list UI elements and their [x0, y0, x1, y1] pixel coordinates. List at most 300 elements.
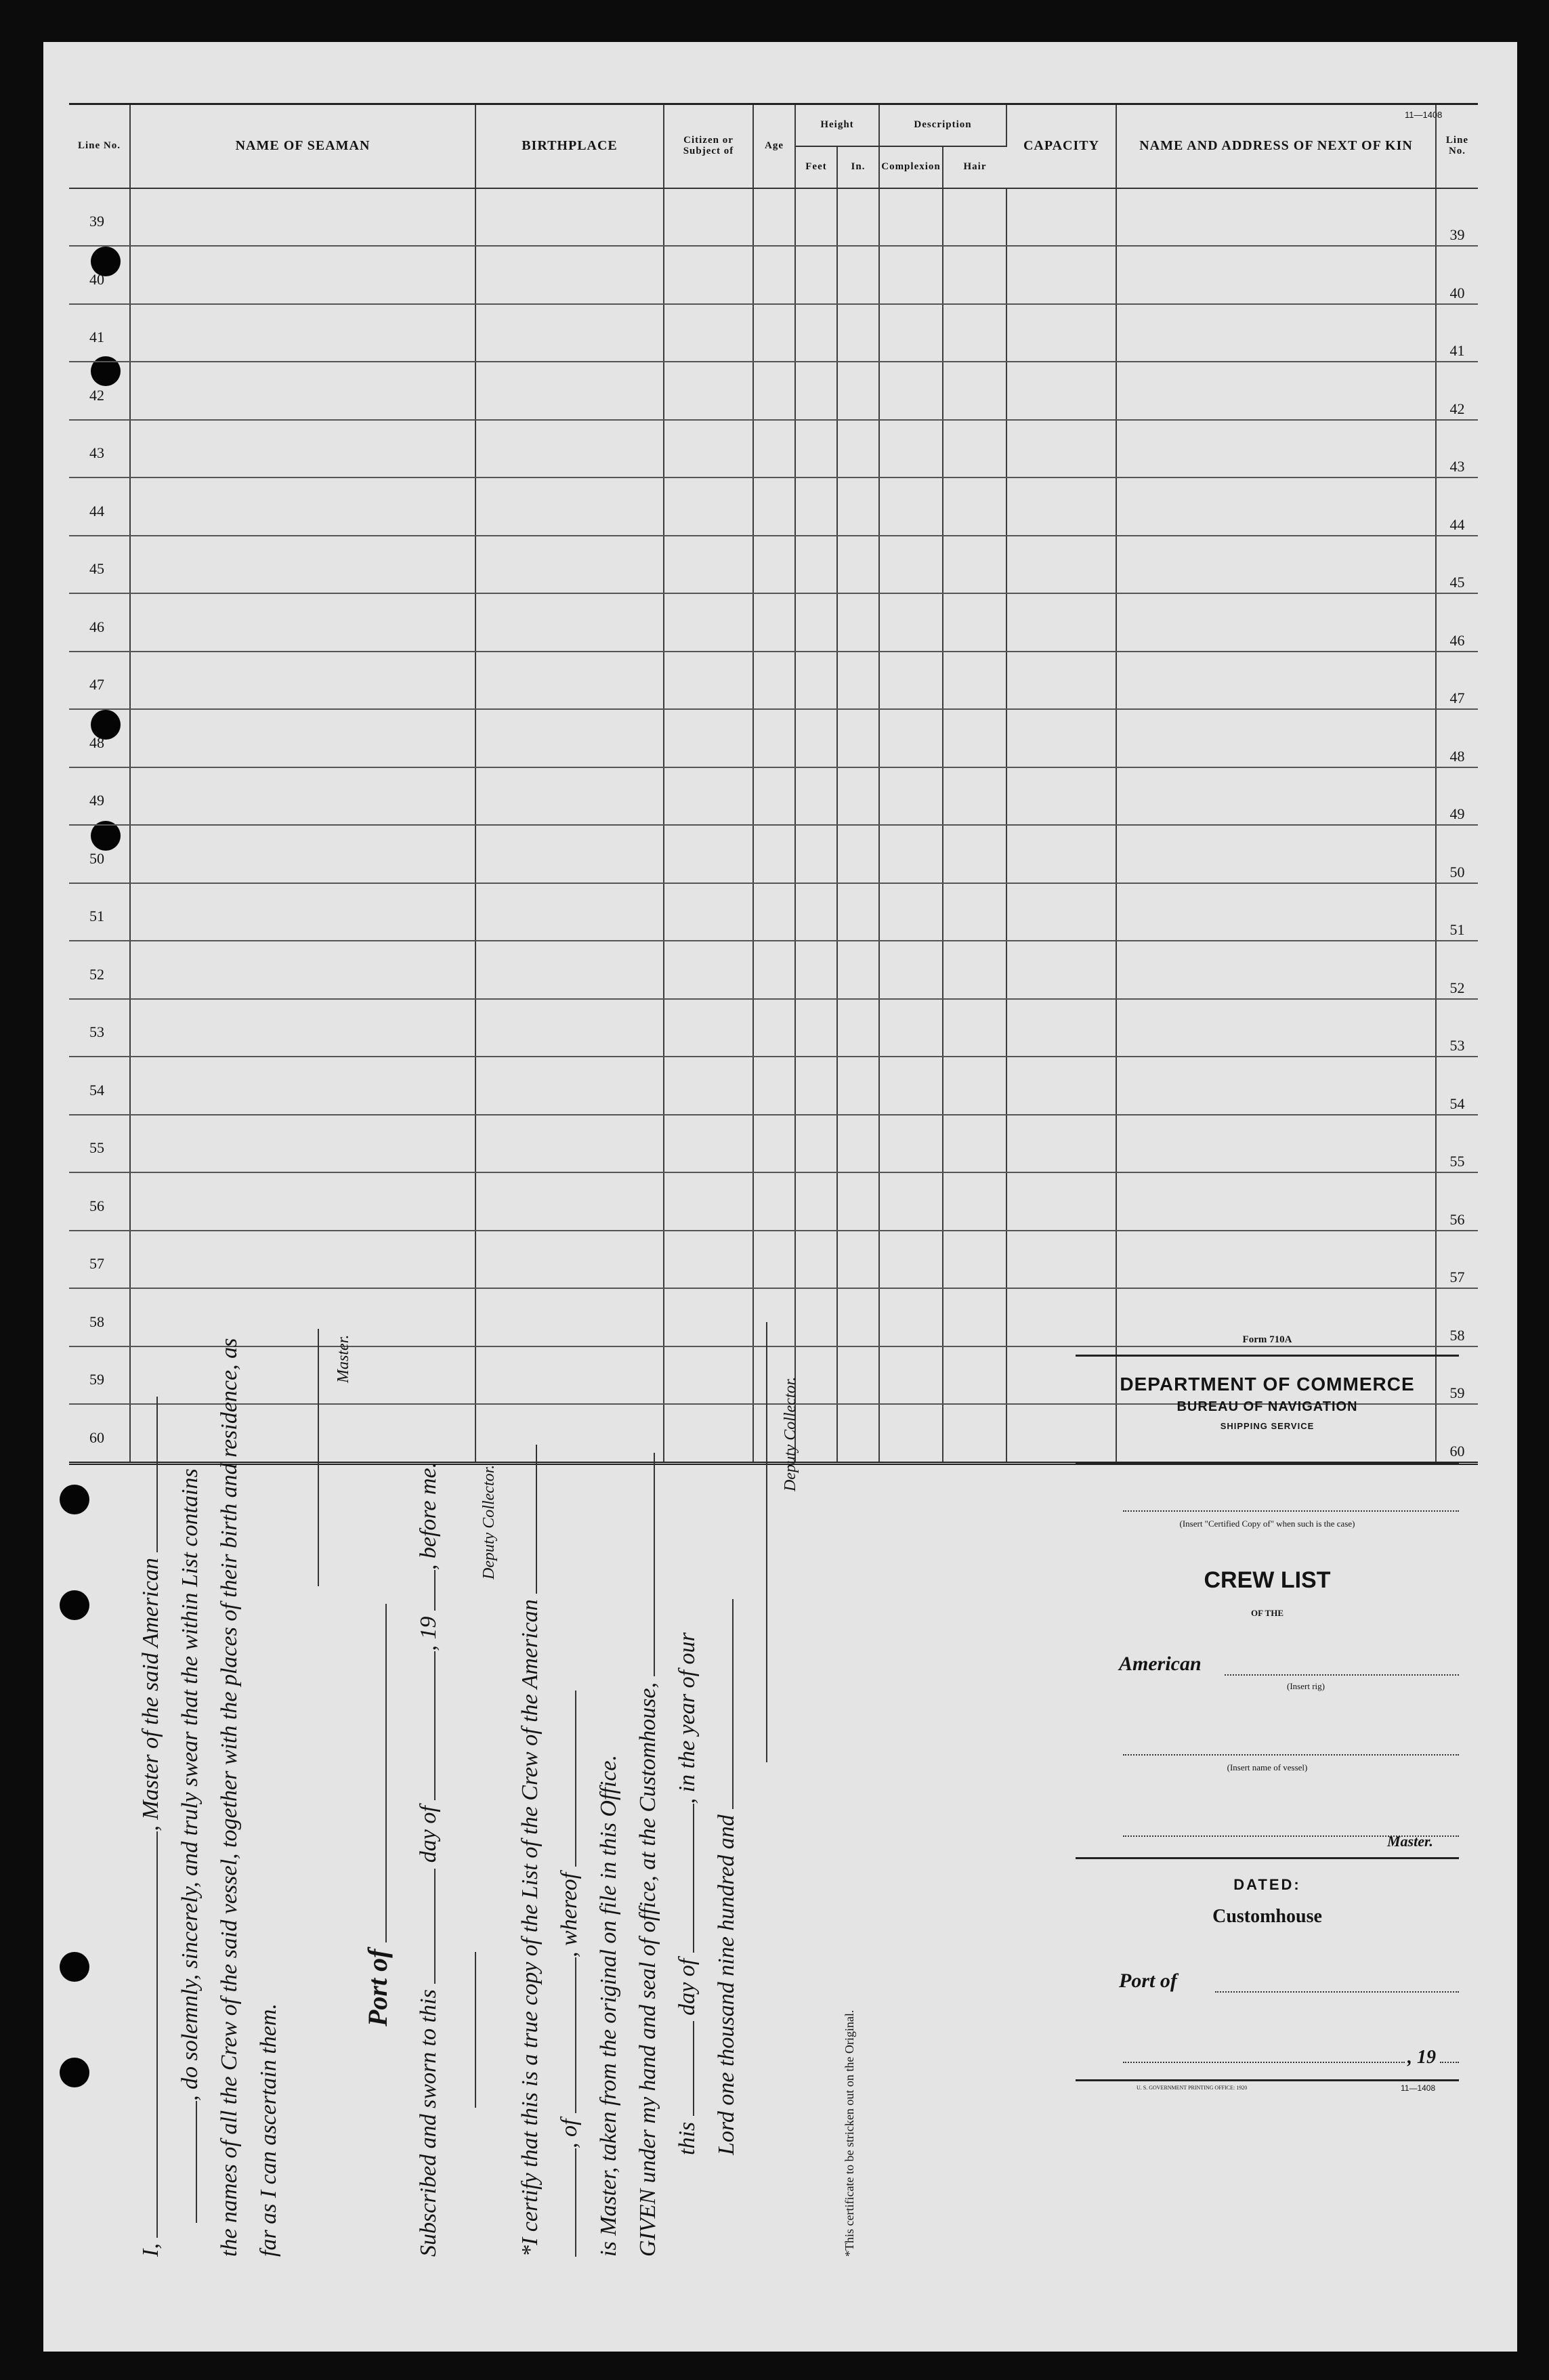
- capacity-cell[interactable]: [1006, 304, 1116, 362]
- line-number-right: 55: [1436, 1115, 1478, 1173]
- birthplace-cell[interactable]: [475, 999, 664, 1057]
- age-cell[interactable]: [753, 1115, 795, 1173]
- punch-hole: [60, 1590, 89, 1620]
- complexion-cell[interactable]: [879, 1057, 943, 1115]
- oath-line-2: , do solemnly, sincerely, and truly swear that the within List contains: [177, 1468, 203, 2223]
- certified-copy-blank[interactable]: [1123, 1510, 1459, 1512]
- header-capacity: CAPACITY: [1006, 104, 1116, 188]
- hair-cell[interactable]: [943, 999, 1006, 1057]
- seaman-name-cell[interactable]: [130, 999, 475, 1057]
- seaman-name-cell[interactable]: [130, 652, 475, 710]
- line-number-left: 47: [69, 652, 130, 710]
- seaman-name-cell[interactable]: [130, 246, 475, 304]
- hair-cell[interactable]: [943, 825, 1006, 883]
- feet-cell[interactable]: [795, 304, 837, 362]
- line-number-right: 60: [1436, 1404, 1478, 1463]
- table-row: [69, 941, 1478, 999]
- table-row: [69, 420, 1478, 478]
- complexion-cell[interactable]: [879, 709, 943, 767]
- line-number-right: 56: [1436, 1172, 1478, 1231]
- seaman-name-cell[interactable]: [130, 188, 475, 247]
- inches-cell[interactable]: [837, 477, 879, 536]
- subscribed-month-blank[interactable]: [434, 1651, 436, 1800]
- line-number-right: 48: [1436, 709, 1478, 767]
- certify-name-blank[interactable]: [575, 2148, 576, 2257]
- feet-cell[interactable]: [795, 362, 837, 420]
- line-number-left: 39: [69, 188, 130, 247]
- certify-line-2: , of , whereof: [557, 1691, 582, 2257]
- header-inches: In.: [837, 146, 879, 188]
- citizen-cell[interactable]: [664, 1115, 753, 1173]
- hair-cell[interactable]: [943, 477, 1006, 536]
- inches-cell[interactable]: [837, 652, 879, 710]
- complexion-cell[interactable]: [879, 652, 943, 710]
- birthplace-cell[interactable]: [475, 477, 664, 536]
- line-number-left: 40: [69, 246, 130, 304]
- deputy-collector-sig-line-1: [457, 1952, 482, 2108]
- line-number-right: 42: [1436, 362, 1478, 420]
- age-cell[interactable]: [753, 1057, 795, 1115]
- birthplace-cell[interactable]: [475, 1057, 664, 1115]
- citizen-cell[interactable]: [664, 593, 753, 652]
- line-number-right: 51: [1436, 883, 1478, 941]
- seaman-name-cell[interactable]: [130, 1115, 475, 1173]
- complexion-cell[interactable]: [879, 420, 943, 478]
- birthplace-cell[interactable]: [475, 246, 664, 304]
- certify-line: *I certify that this is a true copy of the List of the Crew of the American: [517, 1445, 543, 2257]
- citizen-cell[interactable]: [664, 362, 753, 420]
- inches-cell[interactable]: [837, 825, 879, 883]
- hair-cell[interactable]: [943, 246, 1006, 304]
- birthplace-cell[interactable]: [475, 883, 664, 941]
- birthplace-cell[interactable]: [475, 941, 664, 999]
- feet-cell[interactable]: [795, 1057, 837, 1115]
- hair-cell[interactable]: [943, 1172, 1006, 1231]
- rule: [1076, 1857, 1459, 1859]
- age-cell[interactable]: [753, 362, 795, 420]
- inches-cell[interactable]: [837, 941, 879, 999]
- oath-i: I,: [138, 2243, 163, 2257]
- feet-cell[interactable]: [795, 536, 837, 594]
- capacity-cell[interactable]: [1006, 1115, 1116, 1173]
- complexion-cell[interactable]: [879, 825, 943, 883]
- next-of-kin-cell[interactable]: [1116, 362, 1436, 420]
- citizen-cell[interactable]: [664, 767, 753, 826]
- form-code-bottom: 11—1408: [1401, 2083, 1436, 2093]
- master-label: Master.: [335, 1334, 352, 1383]
- citizen-cell[interactable]: [664, 652, 753, 710]
- next-of-kin-cell[interactable]: [1116, 1115, 1436, 1173]
- given-year-blank[interactable]: [732, 1599, 734, 1809]
- next-of-kin-cell[interactable]: [1116, 1231, 1436, 1289]
- feet-cell[interactable]: [795, 246, 837, 304]
- capacity-cell[interactable]: [1006, 1231, 1116, 1289]
- capacity-cell[interactable]: [1006, 1057, 1116, 1115]
- feet-cell[interactable]: [795, 1172, 837, 1231]
- line-number-left: 45: [69, 536, 130, 594]
- line-number-left: 50: [69, 825, 130, 883]
- line-number-right: 47: [1436, 652, 1478, 710]
- of-the-label: OF THE: [1250, 1608, 1284, 1618]
- oath-section: [138, 1227, 937, 2257]
- seaman-name-cell[interactable]: [130, 593, 475, 652]
- hair-cell[interactable]: [943, 536, 1006, 594]
- dated-label: DATED:: [1233, 1876, 1301, 1893]
- inches-cell[interactable]: [837, 1057, 879, 1115]
- birthplace-cell[interactable]: [475, 825, 664, 883]
- age-cell[interactable]: [753, 593, 795, 652]
- capacity-cell[interactable]: [1006, 188, 1116, 247]
- inches-cell[interactable]: [837, 767, 879, 826]
- subscribed-year-blank[interactable]: [434, 1570, 436, 1611]
- birthplace-cell[interactable]: [475, 593, 664, 652]
- next-of-kin-cell[interactable]: [1116, 477, 1436, 536]
- seaman-name-cell[interactable]: [130, 1172, 475, 1231]
- line-number-right: 53: [1436, 999, 1478, 1057]
- next-of-kin-cell[interactable]: [1116, 709, 1436, 767]
- customhouse-label: Customhouse: [1212, 1906, 1322, 1927]
- american-label: American: [1119, 1653, 1202, 1675]
- capacity-cell[interactable]: [1006, 767, 1116, 826]
- age-cell[interactable]: [753, 188, 795, 247]
- next-of-kin-cell[interactable]: [1116, 767, 1436, 826]
- birthplace-cell[interactable]: [475, 304, 664, 362]
- hair-cell[interactable]: [943, 1346, 1006, 1405]
- deputy-collector-signature-blank-2[interactable]: [766, 1322, 767, 1762]
- inches-cell[interactable]: [837, 304, 879, 362]
- complexion-cell[interactable]: [879, 883, 943, 941]
- hair-cell[interactable]: [943, 593, 1006, 652]
- inches-cell[interactable]: [837, 883, 879, 941]
- header-description: Description: [879, 104, 1006, 146]
- birthplace-cell[interactable]: [475, 536, 664, 594]
- birthplace-cell[interactable]: [475, 188, 664, 247]
- birthplace-cell[interactable]: [475, 1172, 664, 1231]
- line-number-right: 57: [1436, 1231, 1478, 1289]
- line-number-right: 59: [1436, 1346, 1478, 1405]
- port-blank[interactable]: [385, 1604, 387, 1942]
- inches-cell[interactable]: [837, 420, 879, 478]
- table-row: [69, 767, 1478, 826]
- line-number-right: 41: [1436, 304, 1478, 362]
- seaman-name-cell[interactable]: [130, 477, 475, 536]
- age-cell[interactable]: [753, 941, 795, 999]
- birthplace-cell[interactable]: [475, 420, 664, 478]
- master-name-blank[interactable]: [156, 1831, 158, 2238]
- line-number-left: 41: [69, 304, 130, 362]
- date-blank[interactable]: [1123, 2062, 1405, 2063]
- next-of-kin-cell[interactable]: [1116, 188, 1436, 247]
- age-cell[interactable]: [753, 767, 795, 826]
- capacity-cell[interactable]: [1006, 883, 1116, 941]
- service-title: SHIPPING SERVICE: [1220, 1421, 1315, 1431]
- seaman-name-cell[interactable]: [130, 536, 475, 594]
- complexion-cell[interactable]: [879, 1172, 943, 1231]
- hair-cell[interactable]: [943, 652, 1006, 710]
- port-of-label: Port of: [362, 1604, 394, 2026]
- seaman-name-cell[interactable]: [130, 941, 475, 999]
- vessel-name-blank[interactable]: [196, 2101, 197, 2223]
- table-row: [69, 304, 1478, 362]
- seaman-name-cell[interactable]: [130, 883, 475, 941]
- form-number: Form 710A: [1242, 1334, 1292, 1345]
- hair-cell[interactable]: [943, 1231, 1006, 1289]
- age-cell[interactable]: [753, 825, 795, 883]
- header-feet: Feet: [795, 146, 837, 188]
- age-cell[interactable]: [753, 536, 795, 594]
- birthplace-cell[interactable]: [475, 709, 664, 767]
- line-number-left: 43: [69, 420, 130, 478]
- age-cell[interactable]: [753, 1172, 795, 1231]
- header-hair: Hair: [943, 146, 1006, 188]
- next-of-kin-cell[interactable]: [1116, 941, 1436, 999]
- certify-of-blank[interactable]: [575, 1957, 576, 2113]
- header-line-no-right: Line No.: [1436, 104, 1478, 188]
- complexion-cell[interactable]: [879, 477, 943, 536]
- seaman-name-cell[interactable]: [130, 420, 475, 478]
- customhouse-blank[interactable]: [654, 1453, 655, 1676]
- complexion-cell[interactable]: [879, 767, 943, 826]
- table-row: [69, 709, 1478, 767]
- table-row: [69, 1057, 1478, 1115]
- header-name-of-seaman: NAME OF SEAMAN: [130, 104, 475, 188]
- oath-line-1: [138, 1397, 164, 2257]
- feet-cell[interactable]: [795, 767, 837, 826]
- rule: [1076, 2079, 1459, 2081]
- hair-cell[interactable]: [943, 1115, 1006, 1173]
- hair-cell[interactable]: [943, 1057, 1006, 1115]
- inches-cell[interactable]: [837, 246, 879, 304]
- complexion-cell[interactable]: [879, 304, 943, 362]
- year-label: , 19: [1407, 2047, 1436, 2068]
- inches-cell[interactable]: [837, 999, 879, 1057]
- table-row: [69, 1172, 1478, 1231]
- hair-cell[interactable]: [943, 941, 1006, 999]
- hair-cell[interactable]: [943, 709, 1006, 767]
- citizen-cell[interactable]: [664, 304, 753, 362]
- citizen-cell[interactable]: [664, 1172, 753, 1231]
- inches-cell[interactable]: [837, 1115, 879, 1173]
- complexion-cell[interactable]: [879, 536, 943, 594]
- feet-cell[interactable]: [795, 188, 837, 247]
- birthplace-cell[interactable]: [475, 652, 664, 710]
- line-number-left: 54: [69, 1057, 130, 1115]
- citizen-cell[interactable]: [664, 420, 753, 478]
- given-line-3: Lord one thousand nine hundred and: [714, 1599, 740, 2155]
- complexion-cell[interactable]: [879, 941, 943, 999]
- capacity-cell[interactable]: [1006, 362, 1116, 420]
- citizen-cell[interactable]: [664, 536, 753, 594]
- citizen-cell[interactable]: [664, 883, 753, 941]
- citizen-cell[interactable]: [664, 188, 753, 247]
- insert-certified-note: (Insert "Certified Copy of" when such is the case): [1179, 1518, 1355, 1529]
- citizen-cell[interactable]: [664, 246, 753, 304]
- vessel-name-blank[interactable]: [1123, 1754, 1459, 1756]
- given-month-blank[interactable]: [693, 1804, 694, 1953]
- feet-cell[interactable]: [795, 941, 837, 999]
- rule: [1076, 1355, 1459, 1357]
- table-row: [69, 883, 1478, 941]
- hair-cell[interactable]: [943, 362, 1006, 420]
- feet-cell[interactable]: [795, 883, 837, 941]
- hair-cell[interactable]: [943, 188, 1006, 247]
- inches-cell[interactable]: [837, 1172, 879, 1231]
- next-of-kin-cell[interactable]: [1116, 999, 1436, 1057]
- age-cell[interactable]: [753, 477, 795, 536]
- insert-rig-note: (Insert rig): [1287, 1681, 1325, 1691]
- inches-cell[interactable]: [837, 188, 879, 247]
- birthplace-cell[interactable]: [475, 362, 664, 420]
- seaman-name-cell[interactable]: [130, 767, 475, 826]
- next-of-kin-cell[interactable]: [1116, 536, 1436, 594]
- header-birthplace: BIRTHPLACE: [475, 104, 664, 188]
- punch-hole: [60, 1952, 89, 1982]
- age-cell[interactable]: [753, 246, 795, 304]
- table-row: [69, 999, 1478, 1057]
- capacity-cell[interactable]: [1006, 1172, 1116, 1231]
- next-of-kin-cell[interactable]: [1116, 246, 1436, 304]
- complexion-cell[interactable]: [879, 246, 943, 304]
- complexion-cell[interactable]: [879, 362, 943, 420]
- oath-line-4: far as I can ascertain them.: [256, 2003, 281, 2257]
- table-row: [69, 246, 1478, 304]
- header-complexion: Complexion: [879, 146, 943, 188]
- feet-cell[interactable]: [795, 825, 837, 883]
- age-cell[interactable]: [753, 420, 795, 478]
- hair-cell[interactable]: [943, 767, 1006, 826]
- line-number-right: 49: [1436, 767, 1478, 826]
- header-line-no: Line No.: [69, 104, 130, 188]
- feet-cell[interactable]: [795, 1115, 837, 1173]
- age-cell[interactable]: [753, 883, 795, 941]
- capacity-cell[interactable]: [1006, 825, 1116, 883]
- feet-cell[interactable]: [795, 420, 837, 478]
- birthplace-cell[interactable]: [475, 767, 664, 826]
- rig-blank[interactable]: [1225, 1674, 1459, 1676]
- age-cell[interactable]: [753, 999, 795, 1057]
- given-line: GIVEN under my hand and seal of office, at the Customhouse,: [635, 1453, 661, 2257]
- line-number-left: 59: [69, 1346, 130, 1405]
- capacity-cell[interactable]: [1006, 652, 1116, 710]
- next-of-kin-cell[interactable]: [1116, 420, 1436, 478]
- capacity-cell[interactable]: [1006, 941, 1116, 999]
- deputy-collector-label-1: Deputy Collector.: [480, 1464, 498, 1579]
- master-signature-line: [299, 1329, 325, 1586]
- citizen-cell[interactable]: [664, 709, 753, 767]
- inches-cell[interactable]: [837, 536, 879, 594]
- subscribed-line: Subscribed and sworn to this day of , 19 , before me.: [416, 1462, 441, 2257]
- department-title: DEPARTMENT OF COMMERCE: [1120, 1374, 1415, 1395]
- certify-line-3: is Master, taken from the original on file in this Office.: [596, 1754, 621, 2257]
- line-number-right: 45: [1436, 536, 1478, 594]
- crew-list-title: CREW LIST: [1204, 1567, 1331, 1593]
- feet-cell[interactable]: [795, 652, 837, 710]
- feet-cell[interactable]: [795, 593, 837, 652]
- line-number-right: 50: [1436, 825, 1478, 883]
- given-day-blank[interactable]: [693, 2021, 694, 2116]
- citizen-cell[interactable]: [664, 1057, 753, 1115]
- next-of-kin-cell[interactable]: [1116, 883, 1436, 941]
- hair-cell[interactable]: [943, 1404, 1006, 1463]
- feet-cell[interactable]: [795, 709, 837, 767]
- citizen-cell[interactable]: [664, 941, 753, 999]
- hair-cell[interactable]: [943, 420, 1006, 478]
- capacity-cell[interactable]: [1006, 536, 1116, 594]
- citizen-cell[interactable]: [664, 477, 753, 536]
- seaman-name-cell[interactable]: [130, 709, 475, 767]
- capacity-cell[interactable]: [1006, 999, 1116, 1057]
- hair-cell[interactable]: [943, 1288, 1006, 1346]
- punch-hole: [60, 2058, 89, 2087]
- seaman-name-cell[interactable]: [130, 825, 475, 883]
- seaman-name-cell[interactable]: [130, 362, 475, 420]
- capacity-cell[interactable]: [1006, 477, 1116, 536]
- table-row: [69, 536, 1478, 594]
- next-of-kin-cell[interactable]: [1116, 1172, 1436, 1231]
- citizen-cell[interactable]: [664, 825, 753, 883]
- age-cell[interactable]: [753, 652, 795, 710]
- inches-cell[interactable]: [837, 362, 879, 420]
- line-number-right: 39: [1436, 188, 1478, 247]
- table-row: [69, 652, 1478, 710]
- capacity-cell[interactable]: [1006, 246, 1116, 304]
- next-of-kin-cell[interactable]: [1116, 1057, 1436, 1115]
- feet-cell[interactable]: [795, 999, 837, 1057]
- certify-whereof-blank[interactable]: [575, 1691, 576, 1867]
- inches-cell[interactable]: [837, 593, 879, 652]
- bureau-title: BUREAU OF NAVIGATION: [1176, 1399, 1358, 1414]
- master-label: Master.: [1387, 1833, 1433, 1850]
- line-number-left: 49: [69, 767, 130, 826]
- deputy-collector-sig-line-2: [748, 1322, 773, 1762]
- seaman-name-cell[interactable]: [130, 1057, 475, 1115]
- citizen-cell[interactable]: [664, 999, 753, 1057]
- port-blank[interactable]: [1215, 1991, 1459, 1993]
- hair-cell[interactable]: [943, 304, 1006, 362]
- feet-cell[interactable]: [795, 477, 837, 536]
- next-of-kin-cell[interactable]: [1116, 825, 1436, 883]
- inches-cell[interactable]: [837, 709, 879, 767]
- master-signature-blank[interactable]: [318, 1329, 319, 1586]
- capacity-cell[interactable]: [1006, 420, 1116, 478]
- age-cell[interactable]: [753, 304, 795, 362]
- next-of-kin-cell[interactable]: [1116, 593, 1436, 652]
- birthplace-cell[interactable]: [475, 1115, 664, 1173]
- hair-cell[interactable]: [943, 883, 1006, 941]
- header-citizen: Citizen or Subject of: [664, 104, 753, 188]
- table-row: [69, 593, 1478, 652]
- seaman-name-cell[interactable]: [130, 304, 475, 362]
- complexion-cell[interactable]: [879, 999, 943, 1057]
- complexion-cell[interactable]: [879, 593, 943, 652]
- complexion-cell[interactable]: [879, 188, 943, 247]
- line-number-left: 44: [69, 477, 130, 536]
- deputy-collector-signature-blank-1[interactable]: [475, 1952, 476, 2108]
- table-row: [69, 1115, 1478, 1173]
- age-cell[interactable]: [753, 709, 795, 767]
- capacity-cell[interactable]: [1006, 709, 1116, 767]
- next-of-kin-cell[interactable]: [1116, 304, 1436, 362]
- american-vessel-blank[interactable]: [156, 1397, 158, 1552]
- port-of-label: Port of: [1119, 1970, 1177, 1992]
- subscribed-day-blank[interactable]: [434, 1869, 436, 1984]
- capacity-cell[interactable]: [1006, 593, 1116, 652]
- header-next-of-kin: NAME AND ADDRESS OF NEXT OF KIN: [1116, 104, 1436, 188]
- next-of-kin-cell[interactable]: [1116, 652, 1436, 710]
- certify-vessel-blank[interactable]: [536, 1445, 537, 1594]
- complexion-cell[interactable]: [879, 1115, 943, 1173]
- year-blank[interactable]: [1440, 2062, 1459, 2063]
